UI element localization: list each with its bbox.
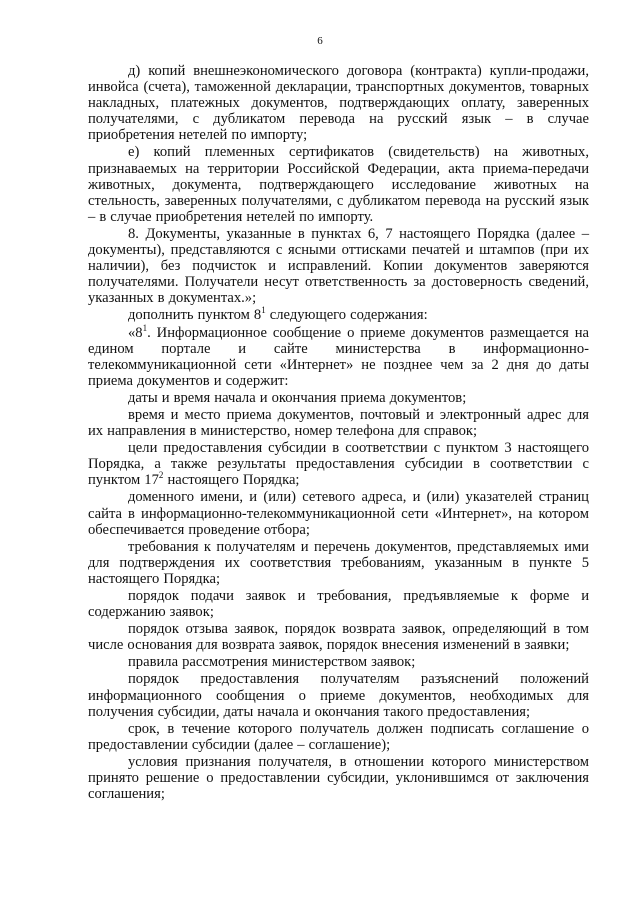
paragraph: срок, в течение которого получатель должен подписать соглашение о предоставлении субсидии (далее – соглашение);	[88, 720, 589, 753]
paragraph: е) копий племенных сертификатов (свидетельств) на животных, признаваемых на территории Российской Федерации, акта приема-передачи животных, документа, подтверждающего исследование животных на стельность, заверенных получателями, с дубликатом перевода на русский язык – в случае приобретения нетелей по импорту.	[88, 144, 589, 225]
paragraph: время и место приема документов, почтовый и электронный адрес для их направления в министерство, номер телефона для справок;	[88, 406, 589, 440]
paragraph	[88, 440, 589, 488]
superscript-index: 2	[158, 470, 164, 481]
document-body	[88, 63, 589, 803]
paragraph: даты и время начала и окончания приема документов;	[128, 389, 467, 406]
paragraph-text: . Информационное сообщение о приеме документов размещается на едином портале и сайте министерства в информационно-телекоммуникационной сети «Интернет» не позднее чем за 2 дня до даты приема документов и содержит:	[88, 324, 589, 389]
paragraph-text: дополнить пунктом 8	[128, 307, 262, 324]
page-number: 6	[317, 35, 323, 47]
paragraph: порядок отзыва заявок, порядок возврата заявок, определяющий в том числе основания для возврата заявок, порядок внесения изменений в заявки;	[88, 621, 589, 654]
paragraph-text: следующего содержания:	[265, 307, 428, 324]
paragraph: условия признания получателя, в отношении которого министерством принято решение о предоставлении субсидии, уклонившимся от заключения соглашения;	[88, 753, 589, 803]
paragraph: доменного имени, и (или) сетевого адреса, и (или) указателей страниц сайта в информационно-телекоммуникационной сети «Интернет», на котором обеспечивается проведение отбора;	[88, 489, 589, 538]
paragraph: порядок предоставления получателям разъяснений положений информационного сообщения о приеме документов, необходимых для получения субсидии, даты начала и окончания такого предоставления;	[88, 671, 589, 720]
paragraph: требования к получателям и перечень документов, представляемых ими для подтверждения их соответствия требованиям, указанным в пункте 5 настоящего Порядка;	[88, 538, 589, 587]
paragraph: д) копий внешнеэкономического договора (контракта) купли-продажи, инвойса (счета), таможенной декларации, транспортных документов, товарных накладных, платежных документов, подтверждающих оплату, заверенных получателями, с дубликатом перевода на русский язык – в случае приобретения нетелей по импорту;	[88, 63, 589, 144]
paragraph-text: настоящего Порядка;	[163, 472, 300, 489]
paragraph	[88, 307, 589, 323]
paragraph	[88, 322, 589, 389]
superscript-index: 1	[261, 305, 266, 316]
paragraph-text: «8	[128, 324, 143, 341]
superscript-index: 1	[142, 322, 148, 333]
paragraph: 8. Документы, указанные в пунктах 6, 7 настоящего Порядка (далее – документы), представляются с ясными оттисками печатей и штампов (при их наличии), без подчисток и исправлений. Копии документов заверяются получателями. Получатели несут ответственность за достоверность сведений, указанных в документах.»;	[88, 225, 589, 307]
paragraph: порядок подачи заявок и требования, предъявляемые к форме и содержанию заявок;	[88, 588, 589, 621]
paragraph-text: цели предоставления субсидии в соответствии с пунктом 3 настоящего Порядка, а также результаты предоставления субсидии в соответствии с пунктом 17	[88, 440, 589, 489]
paragraph: правила рассмотрения министерством заявок;	[128, 654, 416, 671]
